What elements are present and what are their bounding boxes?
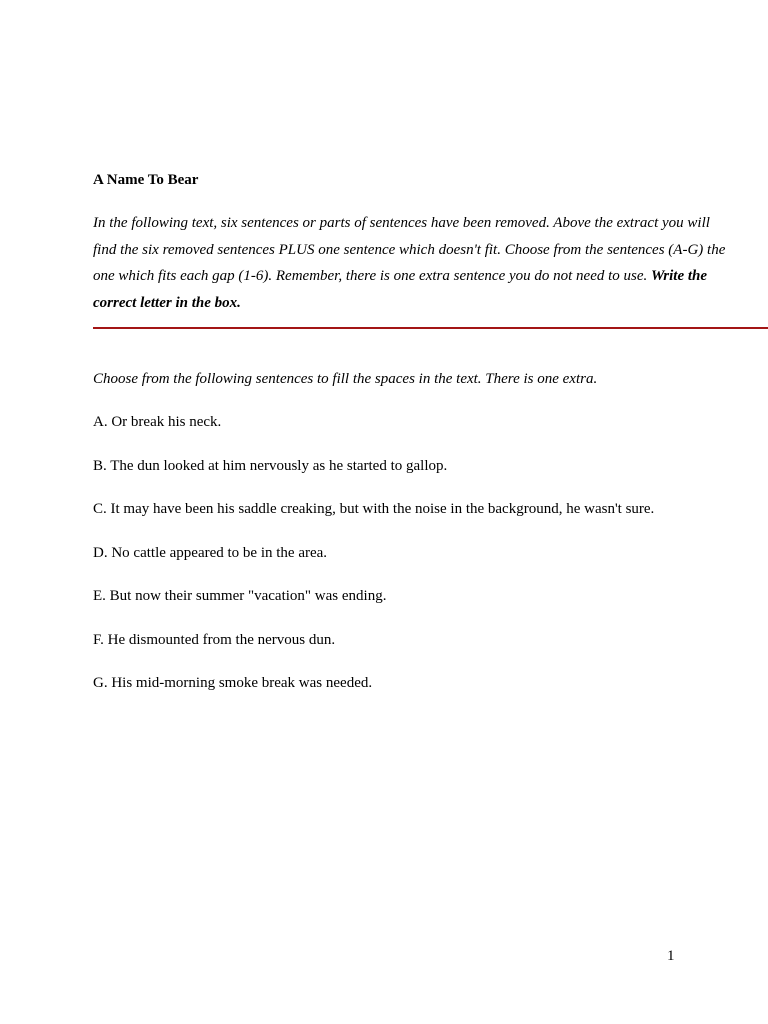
option-d: D. No cattle appeared to be in the area. — [93, 544, 328, 561]
instructions-paragraph — [93, 210, 733, 316]
option-f: F. He dismounted from the nervous dun. — [93, 631, 336, 648]
option-c: C. It may have been his saddle creaking, but with the noise in the background, he wasn't sure. — [93, 501, 655, 517]
instructions-emphasis: Write the correct letter in the box. — [93, 268, 708, 311]
option-g: G. His mid-morning smoke break was needed. — [93, 675, 373, 691]
section-divider — [93, 327, 768, 329]
option-b: B. The dun looked at him nervously as he started to gallop. — [93, 457, 448, 474]
document-title: A Name To Bear — [93, 172, 199, 188]
sentence-options-list — [93, 413, 654, 718]
option-a: A. Or break his neck. — [93, 414, 222, 430]
options-intro: Choose from the following sentences to fill the spaces in the text. There is one extra. — [93, 371, 598, 387]
option-e: E. But now their summer "vacation" was ending. — [93, 588, 387, 604]
page-number: 1 — [667, 948, 675, 964]
instructions-text: In the following text, six sentences or parts of sentences have been removed. Above the extract you will find the six removed sentences PLUS one sentence which doesn't fit. Choose from the sentences (A-G) the one which fits each gap (1-6). Remember, there is one extra sentence you do not need to use. — [93, 215, 726, 284]
